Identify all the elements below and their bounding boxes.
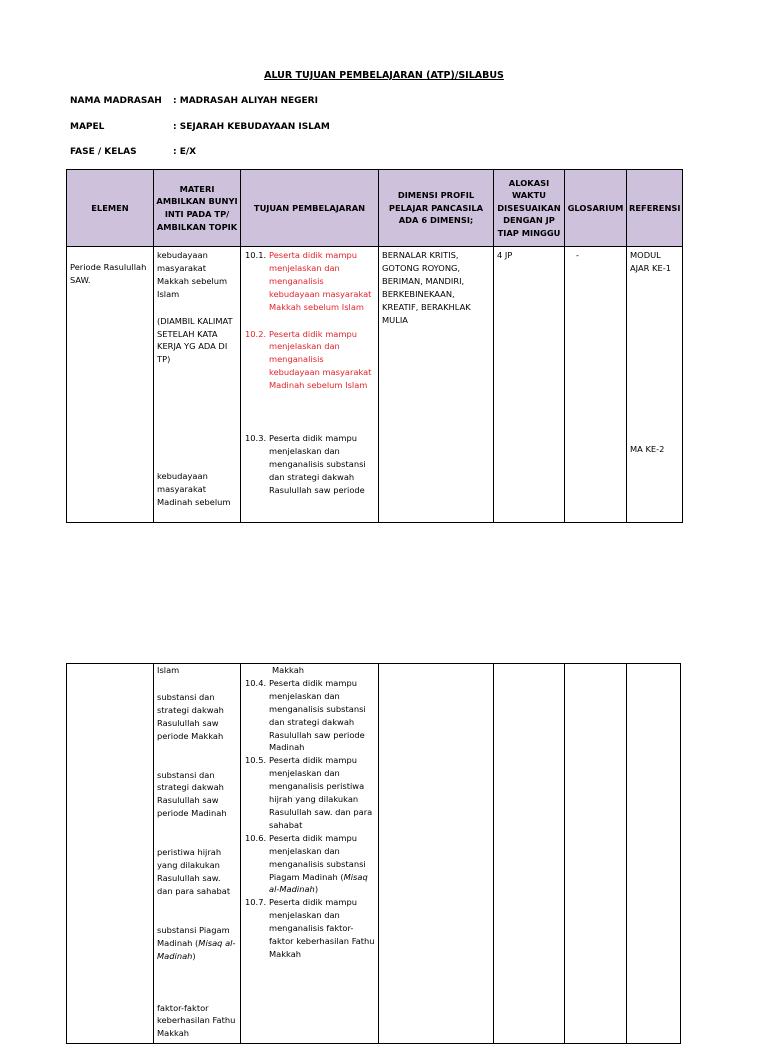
objective-item: 10.3. Peserta didik mampu menjelaskan dan menganalisis substansi dan strategi dakwah Rasulullah saw periode xyxy=(245,433,366,495)
info-row-fase-kelas xyxy=(70,147,196,157)
info-label: FASE / KELAS xyxy=(70,147,137,157)
dimensi-text: BERNALAR KRITIS, GOTONG ROYONG, BERIMAN, MANDIRI, BERKEBINEKAAN, KREATIF, BERAKHLAK MULIA xyxy=(382,250,471,325)
materi-cell xyxy=(154,247,241,523)
header-elemen: ELEMEN xyxy=(67,170,154,247)
atp-table-page-1 xyxy=(66,169,683,523)
materi-item: Islam xyxy=(157,665,180,675)
materi-cell xyxy=(154,664,241,1044)
materi-item: substansi dan strategi dakwah Rasulullah saw periode Madinah xyxy=(157,769,227,819)
objective-item: 10.6. Peserta didik mampu menjelaskan dan menganalisis substansi Piagam Madinah (Misaq al-Madinah) xyxy=(245,832,368,895)
tujuan-cell xyxy=(241,247,379,523)
page-title: ALUR TUJUAN PEMBELAJARAN (ATP)/SILABUS xyxy=(264,70,504,81)
alokasi-cell xyxy=(494,247,565,523)
info-row-mapel xyxy=(70,122,330,132)
referensi-text: MODUL AJAR KE-1 xyxy=(630,250,672,273)
header-glosarium: GLOSARIUM xyxy=(565,170,627,247)
info-value: : SEJARAH KEBUDAYAAN ISLAM xyxy=(173,122,330,132)
glosarium-cell xyxy=(565,664,627,1044)
elemen-text: Periode Rasulullah SAW. xyxy=(70,262,147,285)
objective-item: 10.5. Peserta didik mampu menjelaskan dan menganalisis peristiwa hijrah yang dilakukan Rasulullah saw. dan para sahabat xyxy=(245,755,373,830)
info-value: : MADRASAH ALIYAH NEGERI xyxy=(173,96,318,106)
info-value: : E/X xyxy=(173,147,197,157)
objective-item: 10.2. Peserta didik mampu menjelaskan dan menganalisis kebudayaan masyarakat Madinah sebelum Islam xyxy=(245,328,372,391)
info-row-madrasah xyxy=(70,96,318,106)
referensi-cell xyxy=(627,664,681,1044)
referensi-cell xyxy=(627,247,683,523)
atp-table-page-2 xyxy=(66,663,681,1044)
materi-item: substansi dan strategi dakwah Rasulullah saw periode Makkah xyxy=(157,691,224,741)
elemen-cell xyxy=(67,664,154,1044)
materi-item: substansi Piagam Madinah (Misaq al-Madinah) xyxy=(157,924,236,961)
objective-item: 10.4. Peserta didik mampu menjelaskan dan menganalisis substansi dan strategi dakwah Rasulullah saw periode Madinah xyxy=(245,677,366,753)
alokasi-text: 4 JP xyxy=(497,250,513,260)
header-tujuan: TUJUAN PEMBELAJARAN xyxy=(241,170,379,247)
header-referensi: REFERENSI xyxy=(627,170,683,247)
header-alokasi: ALOKASI WAKTU DISESUAIKAN DENGAN JP TIAP MINGGU xyxy=(494,170,565,247)
materi-item: faktor-faktor keberhasilan Fathu Makkah xyxy=(157,1002,236,1039)
header-row xyxy=(67,170,683,247)
tujuan-cell xyxy=(241,664,379,1044)
glosarium-text: - xyxy=(576,250,579,260)
alokasi-cell xyxy=(494,664,565,1044)
objective-continuation: Makkah xyxy=(272,665,305,675)
table-row xyxy=(67,664,681,1044)
materi-item: kebudayaan masyarakat Makkah sebelum Islam xyxy=(157,250,228,299)
info-label: MAPEL xyxy=(70,122,105,132)
dimensi-cell xyxy=(379,664,494,1044)
materi-item: peristiwa hijrah yang dilakukan Rasulullah saw. dan para sahabat xyxy=(157,847,231,896)
table-row xyxy=(67,247,683,523)
glosarium-cell xyxy=(565,247,627,523)
info-label: NAMA MADRASAH xyxy=(70,96,162,106)
header-dimensi: DIMENSI PROFIL PELAJAR PANCASILA ADA 6 DIMENSI; xyxy=(379,170,494,247)
materi-item: kebudayaan masyarakat Madinah sebelum xyxy=(157,471,231,508)
materi-note: (DIAMBIL KALIMAT SETELAH KATA KERJA YG ADA DI TP) xyxy=(157,315,233,365)
objective-item: 10.7. Peserta didik mampu menjelaskan dan menganalisis faktor-faktor keberhasilan Fathu Makkah xyxy=(245,897,375,959)
objective-item: 10.1. Peserta didik mampu menjelaskan dan menganalisis kebudayaan masyarakat Makkah sebelum Islam xyxy=(245,250,372,312)
elemen-cell xyxy=(67,247,154,523)
header-materi: MATERI AMBILKAN BUNYI INTI PADA TP/ AMBILKAN TOPIK xyxy=(154,170,241,247)
dimensi-cell xyxy=(379,247,494,523)
referensi-text: MA KE-2 xyxy=(630,443,665,454)
